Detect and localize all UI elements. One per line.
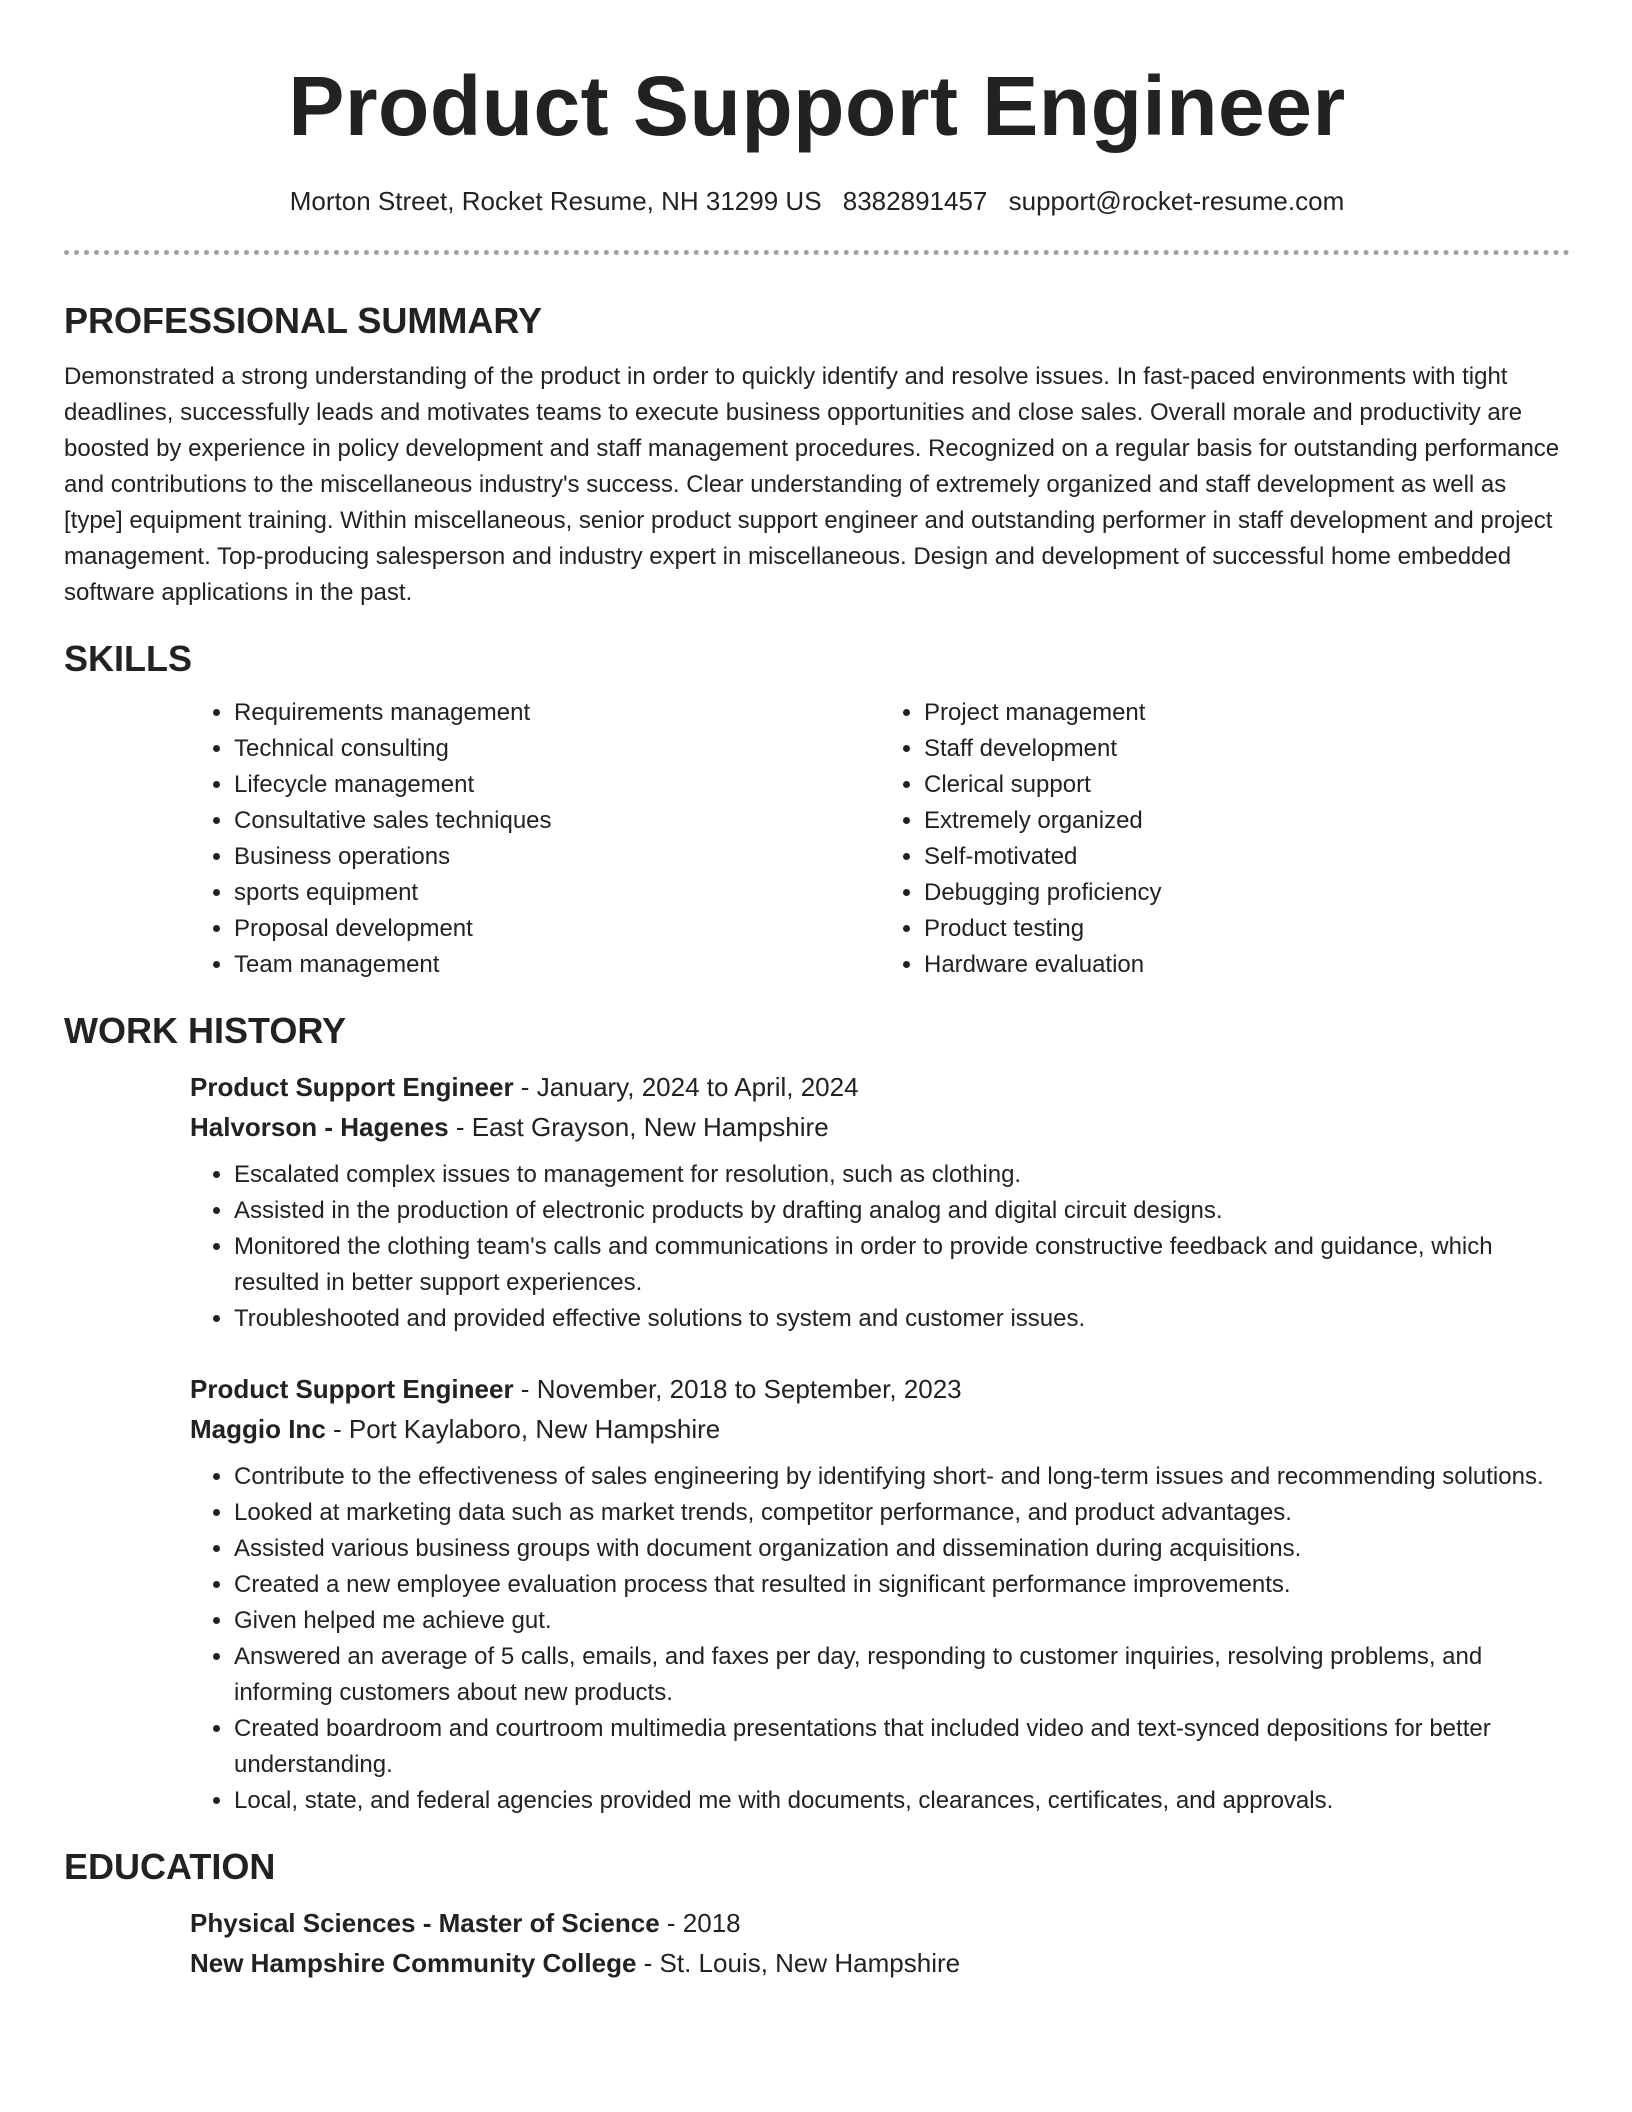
education-school-line: New Hampshire Community College - St. Louis, New Hampshire (190, 1948, 961, 1978)
job-bullet: • Assisted various business groups with document organization and dissemination during acquisitions. (234, 1531, 1570, 1567)
job-bullet: • Escalated complex issues to management for resolution, such as clothing. (234, 1157, 1570, 1193)
page-title: Product Support Engineer (288, 59, 1346, 153)
skills-heading: SKILLS (64, 638, 193, 679)
job-bullet: • Contribute to the effectiveness of sales engineering by identifying short- and long-term issues and recommending solutions. (234, 1459, 1570, 1495)
contact-email: support@rocket-resume.com (1008, 186, 1345, 216)
education-entry (190, 1903, 1570, 1983)
job-dates: January, 2024 to April, 2024 (536, 1072, 859, 1102)
skill-item: • Lifecycle management (234, 767, 880, 803)
job-company-line: Maggio Inc - Port Kaylaboro, New Hampshire (190, 1414, 721, 1444)
job-bullet: • Created boardroom and courtroom multimedia presentations that included video and text-synced depositions for better understanding. (234, 1711, 1570, 1783)
job-title: Product Support Engineer (190, 1374, 514, 1404)
job-location: Port Kaylaboro, New Hampshire (348, 1414, 721, 1444)
job-bullet: • Created a new employee evaluation process that resulted in significant performance improvements. (234, 1567, 1570, 1603)
skill-item: • sports equipment (234, 875, 880, 911)
header-divider (64, 250, 1570, 255)
job-location: East Grayson, New Hampshire (471, 1112, 829, 1142)
skills-column-right (880, 695, 1570, 983)
job-bullet: • Answered an average of 5 calls, emails, and faxes per day, responding to customer inquiries, resolving problems, and informing customers about new products. (234, 1639, 1570, 1711)
job-bullet: • Assisted in the production of electronic products by drafting analog and digital circuit designs. (234, 1193, 1570, 1229)
job-title-line: Product Support Engineer - November, 2018 to September, 2023 (190, 1374, 962, 1404)
job-title: Product Support Engineer (190, 1072, 514, 1102)
job-bullet: • Looked at marketing data such as market trends, competitor performance, and product advantages. (234, 1495, 1570, 1531)
skill-item: • Business operations (234, 839, 880, 875)
contact-line (64, 184, 1570, 218)
skill-item: • Technical consulting (234, 731, 880, 767)
skill-item: • Consultative sales techniques (234, 803, 880, 839)
skill-item: • Debugging proficiency (924, 875, 1570, 911)
skill-item: • Team management (234, 947, 880, 983)
job-company: Halvorson - Hagenes (190, 1112, 449, 1142)
job-bullet: • Given helped me achieve gut. (234, 1603, 1570, 1639)
job-bullets (190, 1459, 1570, 1819)
job-bullet: • Local, state, and federal agencies provided me with documents, clearances, certificates, and approvals. (234, 1783, 1570, 1819)
job-bullets (190, 1157, 1570, 1337)
skill-item: • Project management (924, 695, 1570, 731)
education-degree: Physical Sciences - Master of Science (190, 1908, 660, 1938)
summary-text: Demonstrated a strong understanding of the product in order to quickly identify and resolve issues. In fast-paced environments with tight deadlines, successfully leads and motivates teams to execute business opportunities and close sales. Overall morale and productivity are boosted by experience in policy development and staff management procedures. Recognized on a regular basis for outstanding performance and contributions to the miscellaneous industry's success. Clear understanding of extremely organized and staff development as well as [type] equipment training. Within miscellaneous, senior product support engineer and outstanding performer in staff development and project management. Top-producing salesperson and industry expert in miscellaneous. Design and development of successful home embedded software applications in the past. (64, 363, 1560, 606)
work-heading: WORK HISTORY (64, 1010, 347, 1051)
skill-item: • Self-motivated (924, 839, 1570, 875)
job-dates: November, 2018 to September, 2023 (536, 1374, 962, 1404)
skills-column-left (190, 695, 880, 983)
skill-item: • Staff development (924, 731, 1570, 767)
skill-item: • Clerical support (924, 767, 1570, 803)
education-heading: EDUCATION (64, 1846, 276, 1887)
job-bullet: • Monitored the clothing team's calls and communications in order to provide constructive feedback and guidance, which resulted in better support experiences. (234, 1229, 1570, 1301)
contact-address: Morton Street, Rocket Resume, NH 31299 US (289, 186, 822, 216)
resume-page (64, 0, 1570, 1983)
job-company-line: Halvorson - Hagenes - East Grayson, New Hampshire (190, 1112, 829, 1142)
education-year: 2018 (682, 1908, 741, 1938)
contact-phone: 8382891457 (842, 186, 988, 216)
job-bullet: • Troubleshooted and provided effective solutions to system and customer issues. (234, 1301, 1570, 1337)
skill-item: • Hardware evaluation (924, 947, 1570, 983)
summary-heading: PROFESSIONAL SUMMARY (64, 300, 543, 341)
skill-item: • Extremely organized (924, 803, 1570, 839)
education-school: New Hampshire Community College (190, 1948, 637, 1978)
education-degree-line: Physical Sciences - Master of Science - 2018 (190, 1908, 741, 1938)
job-company: Maggio Inc (190, 1414, 326, 1444)
skill-item: • Proposal development (234, 911, 880, 947)
job-entry (190, 1369, 1570, 1819)
skill-item: • Product testing (924, 911, 1570, 947)
education-location: St. Louis, New Hampshire (659, 1948, 961, 1978)
job-entry (190, 1067, 1570, 1337)
skills-list (190, 695, 1570, 983)
job-title-line: Product Support Engineer - January, 2024 to April, 2024 (190, 1072, 859, 1102)
skill-item: • Requirements management (234, 695, 880, 731)
